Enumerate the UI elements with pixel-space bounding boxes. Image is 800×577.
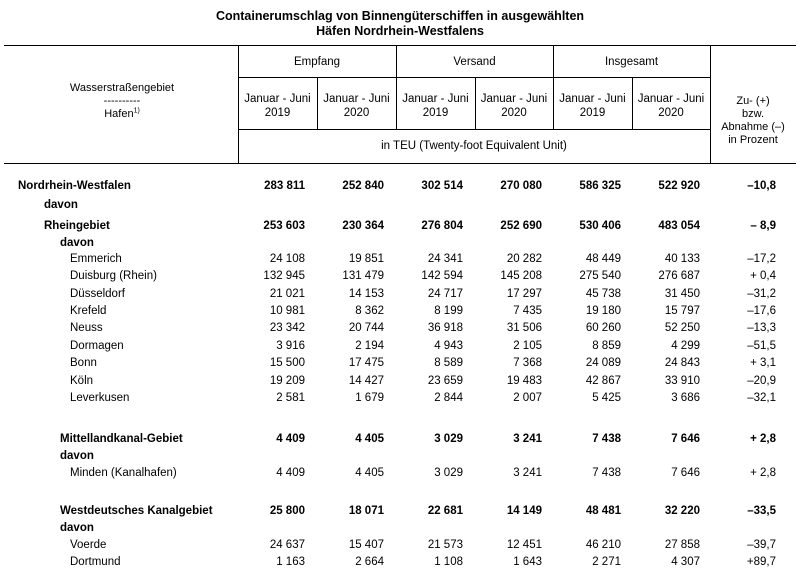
change-cell: –17,2 [747, 253, 776, 265]
value-cell: 3 686 [671, 392, 700, 404]
stub-separator: ---------- [103, 95, 141, 107]
value-cell: 7 435 [513, 305, 542, 317]
value-cell: 40 133 [664, 253, 700, 265]
value-cell: 17 475 [348, 357, 384, 369]
row-label: Emmerich [70, 253, 122, 265]
value-cell: 2 844 [434, 392, 463, 404]
value-cell: 7 646 [671, 467, 700, 479]
change-cell: + 2,8 [750, 433, 776, 445]
value-cell: 27 858 [664, 539, 700, 551]
value-cell: 24 637 [269, 539, 305, 551]
value-cell: 15 500 [269, 357, 305, 369]
value-cell: 7 646 [671, 433, 700, 445]
change-cell: –17,6 [747, 305, 776, 317]
value-cell: 142 594 [421, 270, 463, 282]
value-cell: 2 271 [592, 556, 621, 568]
value-cell: 42 867 [585, 375, 621, 387]
change-cell: + 2,8 [750, 467, 776, 479]
value-cell: 7 438 [592, 433, 621, 445]
change-cell: –13,3 [747, 322, 776, 334]
row-label: Dortmund [70, 556, 121, 568]
value-cell: 22 681 [427, 505, 463, 517]
col-insgesamt-2019: Januar - Juni 2019 [559, 93, 626, 119]
col-versand-2019: Januar - Juni 2019 [402, 93, 469, 119]
value-cell: 24 843 [664, 357, 700, 369]
change-cell: –20,9 [747, 375, 776, 387]
change-cell: –10,8 [747, 180, 776, 192]
change-cell: –31,2 [747, 288, 776, 300]
value-cell: 4 299 [671, 340, 700, 352]
table-row [0, 390, 800, 406]
col-versand-2020: Januar - Juni 2020 [480, 93, 548, 119]
value-cell: 3 241 [513, 433, 542, 445]
value-cell: 20 744 [348, 322, 384, 334]
value-cell: 2 007 [513, 392, 542, 404]
col-empfang-2020: Januar - Juni 2020 [323, 93, 390, 119]
row-label: davon [60, 522, 94, 534]
value-cell: 3 029 [434, 467, 463, 479]
table-row [0, 520, 800, 536]
table-row [0, 286, 800, 302]
row-label: Krefeld [70, 305, 107, 317]
row-label: Köln [70, 375, 94, 387]
row-label: Neuss [70, 322, 103, 334]
value-cell: 276 687 [658, 270, 700, 282]
change-cell: –39,7 [747, 539, 776, 551]
value-cell: 253 603 [263, 220, 305, 232]
stub-port-label: Hafen [104, 108, 134, 120]
value-cell: 8 859 [592, 340, 621, 352]
value-cell: 21 021 [269, 288, 305, 300]
value-cell: 2 194 [355, 340, 384, 352]
value-cell: 52 250 [664, 322, 700, 334]
value-cell: 23 342 [269, 322, 305, 334]
group-versand: Versand [453, 56, 496, 68]
change-cell: +89,7 [746, 556, 776, 568]
value-cell: 7 438 [592, 467, 621, 479]
row-label: davon [44, 199, 78, 211]
value-cell: 283 811 [264, 180, 305, 192]
change-cell: –51,5 [747, 340, 776, 352]
header-bottom-rule [4, 163, 796, 164]
col-change-percent: Zu- (+) bzw. Abnahme (–) in Prozent [721, 95, 785, 146]
value-cell: 1 163 [276, 556, 305, 568]
value-cell: 24 108 [269, 253, 305, 265]
value-cell: 4 405 [355, 467, 384, 479]
table-row [0, 178, 800, 194]
table-row [0, 503, 800, 519]
change-cell: –32,1 [747, 392, 776, 404]
row-label: Voerde [70, 539, 107, 551]
row-label: Duisburg (Rhein) [70, 270, 157, 282]
value-cell: 8 199 [434, 305, 463, 317]
group-empfang: Empfang [293, 56, 341, 68]
value-cell: 522 920 [658, 180, 700, 192]
value-cell: 46 210 [585, 539, 621, 551]
value-cell: 24 717 [427, 288, 463, 300]
value-cell: 131 479 [342, 270, 384, 282]
value-cell: 19 851 [348, 253, 384, 265]
table-title-line-1: Containerumschlag von Binnengüterschiffen in ausgewählten [215, 9, 585, 23]
value-cell: 4 409 [276, 433, 305, 445]
stub-line-waterway: Wasserstraßengebiet [69, 82, 175, 94]
group-rule [238, 77, 710, 78]
value-cell: 45 738 [585, 288, 621, 300]
row-label: Mittellandkanal-Gebiet [60, 433, 183, 445]
value-cell: 19 483 [506, 375, 542, 387]
table-row [0, 251, 800, 267]
row-label: Rheingebiet [44, 220, 110, 232]
table-title-line-2: Häfen Nordrhein-Westfalens [316, 24, 484, 38]
value-cell: 3 241 [513, 467, 542, 479]
change-cell: –33,5 [747, 505, 776, 517]
value-cell: 276 804 [421, 220, 463, 232]
value-cell: 4 307 [671, 556, 700, 568]
value-cell: 8 362 [355, 305, 384, 317]
value-cell: 230 364 [342, 220, 384, 232]
value-cell: 1 643 [513, 556, 542, 568]
row-label: Bonn [70, 357, 97, 369]
value-cell: 302 514 [421, 180, 463, 192]
value-cell: 36 918 [427, 322, 463, 334]
value-cell: 14 427 [348, 375, 384, 387]
value-cell: 24 341 [427, 253, 463, 265]
row-label: Düsseldorf [70, 288, 125, 300]
footnote-marker: 1) [133, 107, 140, 115]
value-cell: 5 425 [592, 392, 621, 404]
table-row [0, 373, 800, 389]
table-row [0, 537, 800, 553]
table-row [0, 197, 800, 213]
row-label: Minden (Kanalhafen) [70, 467, 177, 479]
value-cell: 10 981 [269, 305, 305, 317]
value-cell: 25 800 [269, 505, 305, 517]
value-cell: 23 659 [427, 375, 463, 387]
value-cell: 33 910 [664, 375, 700, 387]
value-cell: 145 208 [500, 270, 542, 282]
table-row [0, 554, 800, 570]
table-row [0, 235, 800, 251]
value-cell: 17 297 [506, 288, 542, 300]
value-cell: 2 664 [355, 556, 384, 568]
change-cell: – 8,9 [750, 220, 776, 232]
value-cell: 14 149 [506, 505, 542, 517]
value-cell: 3 029 [434, 433, 463, 445]
value-cell: 483 054 [658, 220, 700, 232]
value-cell: 19 180 [585, 305, 621, 317]
value-cell: 275 540 [579, 270, 621, 282]
table-row [0, 268, 800, 284]
value-cell: 31 450 [664, 288, 700, 300]
table-row [0, 303, 800, 319]
row-label: Leverkusen [70, 392, 130, 404]
value-cell: 270 080 [500, 180, 542, 192]
value-cell: 48 449 [585, 253, 621, 265]
change-cell: + 0,4 [750, 270, 776, 282]
value-cell: 12 451 [506, 539, 542, 551]
value-cell: 1 679 [355, 392, 384, 404]
row-label: Nordrhein-Westfalen [18, 180, 131, 192]
value-cell: 4 943 [434, 340, 463, 352]
value-cell: 19 209 [269, 375, 305, 387]
col-insgesamt-2020: Januar - Juni 2020 [637, 93, 705, 119]
header-top-rule [4, 45, 796, 46]
value-cell: 1 108 [434, 556, 463, 568]
col-empfang-2019: Januar - Juni 2019 [244, 93, 311, 119]
change-cell: + 3,1 [750, 357, 776, 369]
value-cell: 132 945 [263, 270, 305, 282]
table-row [0, 465, 800, 481]
value-cell: 32 220 [664, 505, 700, 517]
value-cell: 4 405 [355, 433, 384, 445]
value-cell: 20 282 [506, 253, 542, 265]
value-cell: 15 407 [348, 539, 384, 551]
value-cell: 21 573 [427, 539, 463, 551]
table-row [0, 431, 800, 447]
value-cell: 14 153 [348, 288, 384, 300]
stub-header [8, 82, 236, 121]
value-cell: 252 840 [342, 180, 384, 192]
value-cell: 8 589 [434, 357, 463, 369]
value-cell: 2 581 [276, 392, 305, 404]
table-row [0, 355, 800, 371]
unit-label: in TEU (Twenty-foot Equivalent Unit) [381, 140, 567, 152]
value-cell: 15 797 [664, 305, 700, 317]
value-cell: 18 071 [348, 505, 384, 517]
value-cell: 2 105 [513, 340, 542, 352]
table-row [0, 320, 800, 336]
value-cell: 24 089 [585, 357, 621, 369]
row-label: davon [60, 450, 94, 462]
stub-line-port [8, 108, 236, 121]
row-label: davon [60, 237, 94, 249]
table-row [0, 338, 800, 354]
value-cell: 252 690 [500, 220, 542, 232]
value-cell: 3 916 [276, 340, 305, 352]
value-cell: 4 409 [276, 467, 305, 479]
value-cell: 48 481 [585, 505, 621, 517]
value-cell: 7 368 [513, 357, 542, 369]
row-label: Dormagen [70, 340, 124, 352]
table-row [0, 448, 800, 464]
value-cell: 586 325 [579, 180, 621, 192]
table-row [0, 218, 800, 234]
value-cell: 60 260 [585, 322, 621, 334]
value-cell: 530 406 [579, 220, 621, 232]
group-insgesamt: Insgesamt [604, 56, 659, 68]
unit-top-rule [238, 129, 710, 130]
row-label: Westdeutsches Kanalgebiet [60, 505, 213, 517]
value-cell: 31 506 [506, 322, 542, 334]
